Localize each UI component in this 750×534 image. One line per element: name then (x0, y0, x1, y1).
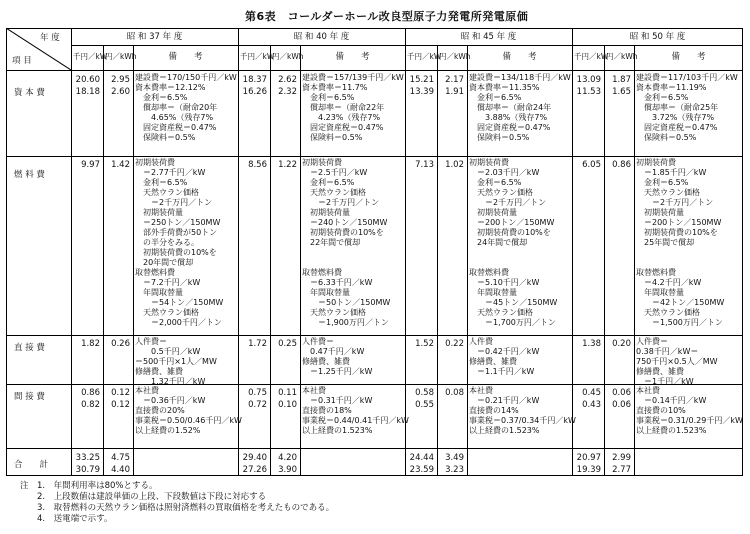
period-header-1: 昭 和 37 年 度 (126, 32, 183, 42)
remarks-cell: 人件費＝ 0.5千円／kW ＝500千円×1人／MW 修繕費、雑費 1.32千円／kW (135, 337, 217, 386)
value-kwh: 3.49 (445, 453, 464, 463)
value-kw: 23.59 (409, 465, 434, 475)
unit-kwh-1: 円／kWh (105, 52, 137, 61)
value-kw: 18.37 (242, 75, 267, 85)
value-kw: 18.18 (75, 87, 100, 97)
table-title: 第6表 コールダーホール改良型原子力発電所発電原価 (245, 10, 529, 23)
unit-kw-4: 千円／kW (574, 52, 609, 61)
value-kwh: 1.42 (111, 160, 130, 170)
value-kwh: 1.87 (612, 75, 631, 85)
footnote-1: 注 1. 年間利用率は80%とする。 (20, 481, 158, 491)
value-kwh: 0.20 (612, 339, 631, 349)
value-kw: 20.97 (576, 453, 601, 463)
value-kwh: 2.62 (278, 75, 297, 85)
value-kw: 11.53 (576, 87, 601, 97)
value-kw: 16.26 (242, 87, 267, 97)
value-kw: 1.72 (248, 339, 267, 349)
value-kwh: 1.02 (445, 160, 464, 170)
remarks-header-4: 備 考 (671, 52, 706, 62)
value-kwh: 0.25 (278, 339, 297, 349)
row-label-capital: 資 本 費 (14, 88, 45, 98)
value-kwh: 4.75 (111, 453, 130, 463)
unit-kwh-3: 円／kWh (439, 52, 471, 61)
value-kw: 0.43 (582, 400, 601, 410)
value-kwh: 4.20 (278, 453, 297, 463)
remarks-header-1: 備 考 (168, 52, 203, 62)
value-kwh: 0.08 (445, 388, 464, 398)
value-kwh: 0.26 (111, 339, 130, 349)
value-kwh: 2.60 (111, 87, 130, 97)
corner-item-label: 項 目 (12, 56, 32, 66)
remarks-cell: 建設費＝170/150千円／kW 資本費率＝12.12% 金利＝6.5% 償却率＝（耐命20年 4.65%（残存7% 固定資産税＝0.47% 保険料＝0.5% (135, 73, 237, 142)
value-kw: 30.79 (75, 465, 100, 475)
value-kw: 9.97 (81, 160, 100, 170)
period-header-3: 昭 和 45 年 度 (460, 32, 517, 42)
value-kw: 6.05 (582, 160, 601, 170)
value-kw: 15.21 (409, 75, 434, 85)
value-kwh: 0.22 (445, 339, 464, 349)
value-kwh: 0.10 (278, 400, 297, 410)
unit-kwh-4: 円／kWh (606, 52, 638, 61)
remarks-cell: 初期装荷費 ＝2.5千円／kW 金利＝6.5% 天然ウラン価格 ＝2千万円／トン 初期装荷量 ＝240トン／150MW 初期装荷費の10%を 22年間で償却 取替燃料費 ＝6.33千円／kW 年間取替量 ＝50トン／150MW 天然ウラン価格 ＝1,900万円／トン (302, 158, 391, 327)
remarks-cell: 本社費 ＝0.31千円／kW 直接費の18% 事業税＝0.44/0.41千円／kW 以上経費の1.523% (302, 386, 409, 435)
row-label-total: 合 計 (14, 460, 49, 470)
value-kw: 0.82 (81, 400, 100, 410)
value-kw: 0.58 (415, 388, 434, 398)
remarks-cell: 本社費 ＝0.36千円／kW 直接費の20% 事業税＝0.50/0.46千円／kW 以上経費の1.52% (135, 386, 242, 435)
value-kw: 29.40 (242, 453, 267, 463)
value-kwh: 4.40 (111, 465, 130, 475)
value-kwh: 1.65 (612, 87, 631, 97)
value-kwh: 0.11 (278, 388, 297, 398)
corner-year-label: 年 度 (40, 33, 60, 43)
remarks-cell: 建設費＝117/103千円／kW 資本費率＝11.19% 金利＝6.5% 償却率＝（耐命25年 3.72%（残存7% 固定資産税＝0.47% 保険料＝0.5% (636, 73, 738, 142)
value-kw: 0.86 (81, 388, 100, 398)
remarks-header-3: 備 考 (502, 52, 537, 62)
footnote-4: 4. 送電端で示す。 (20, 514, 113, 524)
unit-kw-2: 千円／kW (240, 52, 275, 61)
value-kwh: 2.99 (612, 453, 631, 463)
unit-kw-3: 千円／kW (407, 52, 442, 61)
remarks-cell: 人件費 ＝0.42千円／kW 修繕費、雑費 ＝1.1千円／kW (469, 337, 540, 376)
value-kwh: 3.23 (445, 465, 464, 475)
remarks-cell: 初期装荷費 ＝1.85千円／kW 金利＝6.5% 天然ウラン価格 ＝2千万円／トン 初期装荷量 ＝200トン／150MW 初期装荷費の10%を 25年間で償却 取替燃料費 ＝4.2千円／kW 年間取替量 ＝42トン／150MW 天然ウラン価格 ＝1,500万円／トン (636, 158, 725, 327)
value-kw: 27.26 (242, 465, 267, 475)
value-kwh: 2.17 (445, 75, 464, 85)
value-kw: 13.09 (576, 75, 601, 85)
remarks-cell: 本社費 ＝0.21千円／kW 直接費の14% 事業税＝0.37/0.34千円／kW 以上経費の1.523% (469, 386, 576, 435)
remarks-header-2: 備 考 (335, 52, 370, 62)
value-kwh: 0.12 (111, 400, 130, 410)
value-kw: 33.25 (75, 453, 100, 463)
footnote-3: 3. 取替燃料の天然ウラン価格は照射済燃料の買取価格を考えたものである。 (20, 503, 335, 513)
value-kw: 0.72 (248, 400, 267, 410)
row-label-indirect: 間 接 費 (14, 392, 45, 402)
value-kw: 7.13 (415, 160, 434, 170)
value-kw: 1.82 (81, 339, 100, 349)
remarks-cell: 初期装荷費 ＝2.77千円／kW 金利＝6.5% 天然ウラン価格 ＝2千万円／トン 初期装荷量 ＝250トン／150MW 部外手荷費が50トン の半分をみる。 初期装荷費の10%を 20年間で償却 取替燃料費 ＝7.2千円／kW 年間取替量 ＝54トン／150MW 天然ウラン価格 ＝2,000千円／トン (135, 158, 224, 327)
value-kw: 24.44 (409, 453, 434, 463)
value-kwh: 1.91 (445, 87, 464, 97)
value-kw: 13.39 (409, 87, 434, 97)
value-kwh: 1.22 (278, 160, 297, 170)
period-header-2: 昭 和 40 年 度 (293, 32, 350, 42)
remarks-cell: 建設費＝134/118千円／kW 資本費率＝11.35% 金利＝6.5% 償却率＝（耐命24年 3.88%（残存7% 固定資産税＝0.47% 保険料＝0.5% (469, 73, 571, 142)
row-label-fuel: 燃 料 費 (14, 170, 45, 180)
value-kwh: 2.77 (612, 465, 631, 475)
value-kwh: 0.86 (612, 160, 631, 170)
value-kwh: 0.06 (612, 388, 631, 398)
value-kwh: 2.95 (111, 75, 130, 85)
remarks-cell: 建設費＝157/139千円／kW 資本費率＝11.7% 金利＝6.5% 償却率＝（耐命22年 4.23%（残存7% 固定資産税＝0.47% 保険料＝0.5% (302, 73, 404, 142)
remarks-cell: 初期装荷費 ＝2.03千円／kW 金利＝6.5% 天然ウラン価格 ＝2千万円／トン 初期装荷量 ＝200トン／150MW 初期装荷費の10%を 24年間で償却 取替燃料費 ＝5.10千円／kW 年間取替量 ＝45トン／150MW 天然ウラン価格 ＝1,700万円／トン (469, 158, 558, 327)
row-label-direct: 直 接 費 (14, 343, 45, 353)
value-kw: 0.55 (415, 400, 434, 410)
remarks-cell: 本社費 ＝0.14千円／kW 直接費の10% 事業税＝0.31/0.29千円／kW 以上経費の1.523% (636, 386, 743, 435)
unit-kw-1: 千円／kW (73, 52, 108, 61)
value-kw: 1.38 (582, 339, 601, 349)
value-kwh: 3.90 (278, 465, 297, 475)
value-kw: 0.45 (582, 388, 601, 398)
value-kw: 19.39 (576, 465, 601, 475)
value-kwh: 2.32 (278, 87, 297, 97)
value-kw: 8.56 (248, 160, 267, 170)
value-kw: 20.60 (75, 75, 100, 85)
period-header-4: 昭 和 50 年 度 (629, 32, 686, 42)
value-kw: 1.52 (415, 339, 434, 349)
footnote-2: 2. 上段数値は建設単価の上段、下段数値は下段に対応する (20, 492, 267, 502)
remarks-cell: 人件費＝ 0.47千円／kW 修繕費、雑費 ＝1.25千円／kW (302, 337, 373, 376)
unit-kwh-2: 円／kWh (272, 52, 304, 61)
value-kw: 0.75 (248, 388, 267, 398)
value-kwh: 0.06 (612, 400, 631, 410)
value-kwh: 0.12 (111, 388, 130, 398)
remarks-cell: 人件費＝ 0.38千円／kW＝ 750千円×0.5人／MW 修繕費、雑費 ＝1千円／kW (636, 337, 718, 386)
